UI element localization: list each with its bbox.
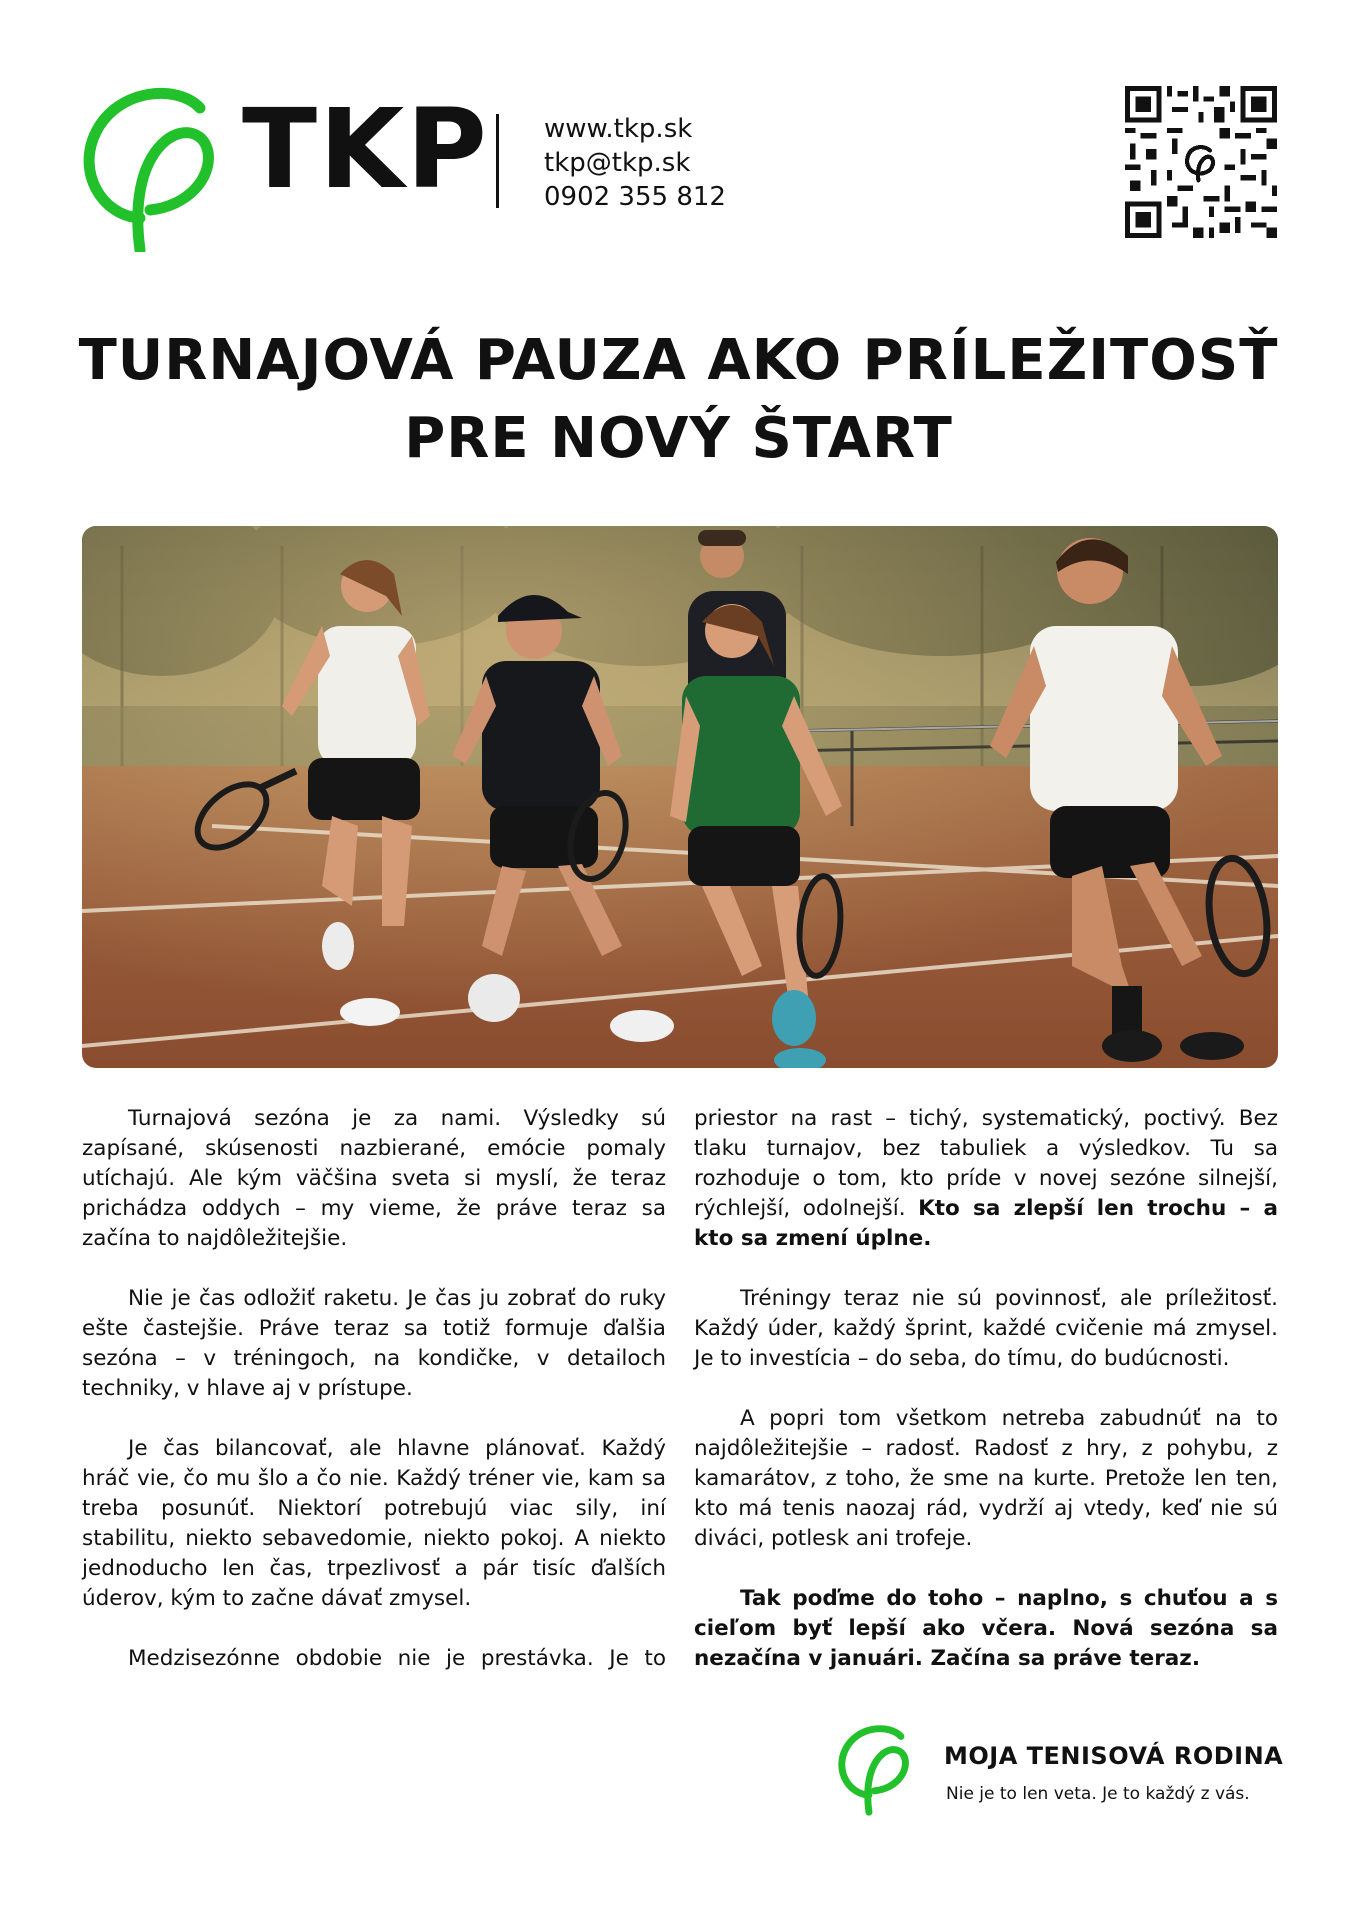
header-divider xyxy=(496,114,499,208)
article-paragraph-4-start: Medzisezónne obdobie nie je prestávka. Je to xyxy=(128,1646,666,1671)
tkp-leaf-logo-small-icon xyxy=(838,1722,918,1816)
article-paragraph-1: Turnajová sezóna je za nami. Výsledky sú zapísané, skúsenosti nazbierané, emócie pomaly utíchajú. Ale kým väčšina sveta si myslí, že teraz prichádza oddych – my vieme, že práve teraz sa začína to najdôležitejšie. xyxy=(82,1106,666,1251)
phone-number[interactable]: 0902 355 812 xyxy=(544,182,726,212)
paragraph-4-text: priestor na rast – tichý, systematický, poctivý. Bez tlaku turnajov, bez tabuliek a výsledkov. Tu sa rozhoduje o tom, kto príde v novej sezóne silnejší, rýchlejší, odolnejší. xyxy=(694,1106,1278,1221)
tkp-leaf-logo-icon xyxy=(82,86,232,252)
footer-title: MOJA TENISOVÁ RODINA xyxy=(944,1742,1284,1770)
article-paragraph-3: Je čas bilancovať, ale hlavne plánovať. Každý hráč vie, čo mu šlo a čo nie. Každý tréner vie, kam sa treba posunúť. Niektorí potrebujú viac sily, iní stabilitu, niekto sebavedomie, niekto pokoj. A niekto jednoducho len čas, trpezlivosť a pár tisíc ďalších úderov, kým to začne dávať zmysel. xyxy=(82,1436,666,1611)
article-column-right xyxy=(694,1104,1278,1704)
article-paragraph-7: Tak poďme do toho – naplno, s chuťou a s cieľom byť lepší ako včera. Nová sezóna sa nezačína v januári. Začína sa práve teraz. xyxy=(694,1586,1278,1671)
article-column-left xyxy=(82,1104,666,1704)
page-title xyxy=(60,322,1297,478)
footer xyxy=(838,1722,1284,1822)
header xyxy=(82,86,1277,256)
hero-photo xyxy=(82,526,1278,1068)
paragraph-4-bold: Kto sa zlepší len trochu – a kto sa zmení úplne. xyxy=(694,1196,1278,1251)
website-link[interactable]: www.tkp.sk xyxy=(544,114,693,144)
footer-subtitle: Nie je to len veta. Je to každý z vás. xyxy=(946,1784,1250,1804)
email-link[interactable]: tkp@tkp.sk xyxy=(544,148,691,178)
brand-name: TKP xyxy=(242,85,489,213)
article-paragraph-4-continued xyxy=(694,1104,1278,1254)
tennis-players-illustration xyxy=(82,526,1278,1068)
contact-info xyxy=(544,112,726,214)
article-paragraph-6: A popri tom všetkom netreba zabudnúť na to najdôležitejšie – radosť. Radosť z hry, z pohybu, z kamarátov, z toho, že sme na kurte. Pretože len ten, kto má tenis naozaj rád, vydrží aj vtedy, keď nie sú diváci, potlesk ani trofeje. xyxy=(694,1406,1278,1551)
qr-code-icon[interactable] xyxy=(1125,86,1277,238)
title-line-1: TURNAJOVÁ PAUZA AKO PRÍLEŽITOSŤ xyxy=(78,328,1279,393)
article-paragraph-5: Tréningy teraz nie sú povinnosť, ale príležitosť. Každý úder, každý šprint, každé cvičenie má zmysel. Je to investícia – do seba, do tímu, do budúcnosti. xyxy=(694,1286,1278,1371)
article-body xyxy=(82,1104,1278,1694)
title-line-2: PRE NOVÝ ŠTART xyxy=(404,406,953,471)
article-paragraph-2: Nie je čas odložiť raketu. Je čas ju zobrať do ruky ešte častejšie. Práve teraz sa totiž formuje ďalšia sezóna – v tréningoch, na kondičke, v detailoch techniky, v hlave aj v prístupe. xyxy=(82,1286,666,1401)
